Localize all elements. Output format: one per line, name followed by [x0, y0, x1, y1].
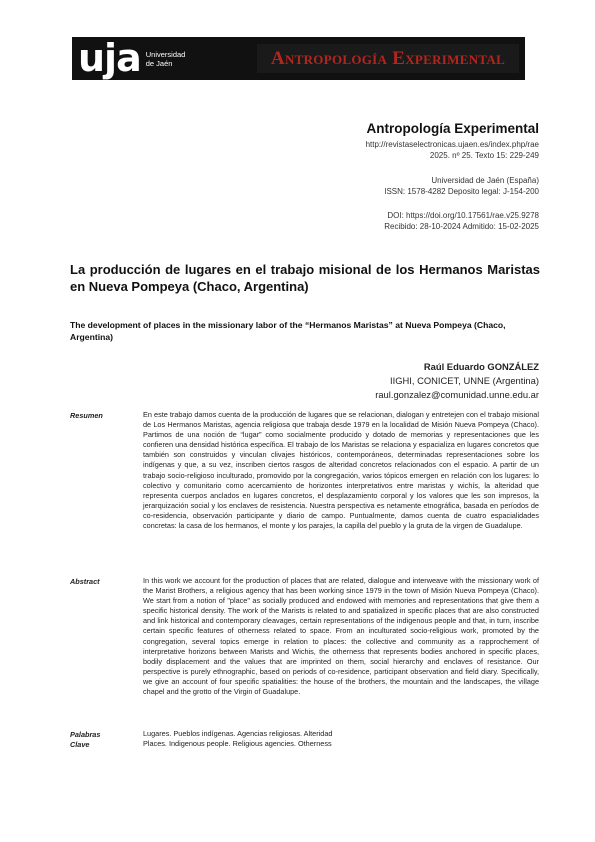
resumen-text: En este trabajo damos cuenta de la producción de lugares que se relacionan, dialogan y entretejen con el trabajo misional de Los Hermanos Maristas, agencia religiosa que trabaja desde 1979 en la localidad de Misión Nueva Pompeya (Chaco). Partimos de una noción de “lugar” como socialmente producido y dotado de memorias y representaciones que les confieren una densidad histórica específica. El trabajo de los Maristas se relaciona y espacializa en lugares concretos que también son construidos y vinculan clivajes históricos, contemporáneos, determinadas representaciones sobre los indígenas y que, a su vez, inscriben ciertos rasgos de alteridad concretos relacionados con el espacio. A partir de un trabajo socio-religioso inculturado, promovido por la congregación, varios tópicos emergen en relación con los lugares: lo colectivo y comunitario como acercamiento de horizontes interpretativos entre maristas y wichís, la alteridad que representa cuerpos anclados en lugares concretos, el desplazamiento corporal y los valores que les son impresos, la jerarquización social y los enclaves de resistencia. Nuestra perspectiva es netamente etnográfica, basada en períodos de co-residencia, observación participante y diario de campo. Puntualmente, damos cuenta de cuatro espacialidades concretas: la casa de los hermanos, el monte y los parajes, la capilla del pueblo y la gruta de la virgen de Guadalupe.: [143, 410, 539, 531]
journal-issue: 2025. nº 25. Texto 15: 229-249: [429, 151, 539, 160]
abstract-label: Abstract: [70, 577, 100, 586]
keywords-es: Lugares. Pueblos indígenas. Agencias religiosas. Alteridad: [143, 729, 333, 738]
publisher: Universidad de Jaén (España): [431, 176, 539, 185]
author-block: [375, 360, 539, 402]
university-name: [146, 50, 186, 68]
journal-meta-1: [366, 139, 539, 161]
article-subtitle: The development of places in the missionary labor of the “Hermanos Maristas” at Nueva Pompeya (Chaco, Argentina): [70, 320, 506, 342]
author-email[interactable]: raul.gonzalez@comunidad.unne.edu.ar: [375, 389, 539, 400]
keywords-label-line-2: Clave: [70, 739, 90, 749]
journal-banner: [72, 37, 525, 80]
article-title: La producción de lugares en el trabajo misional de los Hermanos Maristas en Nueva Pompeya (Chaco, Argentina): [70, 262, 540, 294]
banner-title-box: [257, 44, 519, 73]
resumen-label: Resumen: [70, 411, 103, 420]
keywords-en: Places. Indigenous people. Religious agencies. Otherness: [143, 739, 332, 749]
keywords-block: [143, 729, 539, 749]
journal-meta-3: [384, 210, 539, 232]
university-logo: [72, 37, 212, 80]
issn: ISSN: 1578-4282 Deposito legal: J-154-200: [384, 187, 539, 196]
journal-name: Antropología Experimental: [366, 121, 539, 136]
received-accepted-dates: Recibido: 28-10-2024 Admitido: 15-02-2025: [384, 222, 539, 231]
keywords-label: [70, 730, 100, 749]
journal-url[interactable]: http://revistaselectronicas.ujaen.es/index.php/rae: [365, 140, 539, 149]
journal-meta-2: [384, 175, 539, 197]
university-line-1: Universidad: [145, 49, 186, 59]
keywords-label-line-1: Palabras: [70, 730, 101, 739]
author-name: Raúl Eduardo GONZÁLEZ: [423, 361, 539, 372]
uja-logo-mark: uja: [78, 36, 141, 80]
university-line-2: de Jaén: [145, 58, 173, 68]
doi[interactable]: DOI: https://doi.org/10.17561/rae.v25.9278: [387, 211, 539, 220]
author-affiliation: IIGHI, CONICET, UNNE (Argentina): [390, 375, 539, 386]
banner-title: Antropología Experimental: [270, 47, 506, 69]
abstract-text: In this work we account for the production of places that are related, dialogue and interweave with the missionary work of the Marist Brothers, a religious agency that has been working since 1979 in the town of Misión Nueva Pompeya (Chaco). We start from a notion of "place" as socially produced and endowed with memories and representations that give them a specific historical density. The work of the Marists is related to and spatialized in specific places that are also constructed and link historical and contemporary cleavages, certain representations of the indigenous people and that, in turn, inscribe certain specific features of otherness related to space. From an inculturated socio-religious work, promoted by the congregation, several topics emerge in relation to places: the collective and community as a rapprochement of interpretative horizons between Marists and Wichis, the otherness that represents bodies anchored in specific places, bodily displacement and the values that are imprinted on them, social hierarchy and enclaves of resistance. Our perspective is purely ethnographic, based on periods of co-residence, participant observation and field diary. Specifically, we give an account of four specific spatialities: the house of the brothers, the mountain and the landscapes, the village chapel and the grotto of the Virgin of Guadalupe.: [143, 576, 539, 697]
